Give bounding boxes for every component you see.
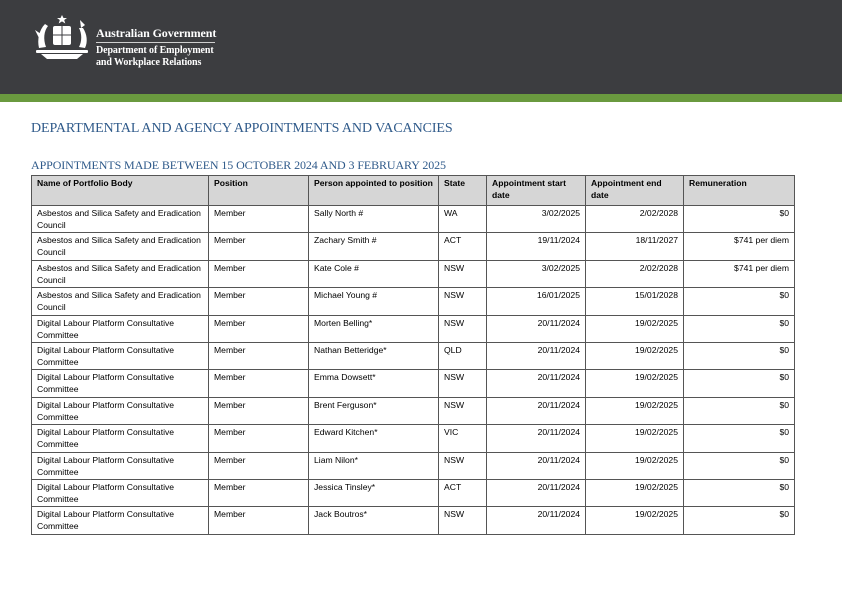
cell-position: Member bbox=[209, 397, 309, 424]
table-row bbox=[32, 288, 795, 315]
cell-end-date: 2/02/2028 bbox=[586, 206, 684, 233]
cell-remuneration: $0 bbox=[684, 452, 795, 479]
cell-end-date: 19/02/2025 bbox=[586, 507, 684, 534]
header-divider bbox=[96, 42, 215, 43]
cell-person: Emma Dowsett* bbox=[309, 370, 439, 397]
column-header-portfolio-body: Name of Portfolio Body bbox=[32, 176, 209, 206]
cell-end-date: 19/02/2025 bbox=[586, 397, 684, 424]
cell-start-date: 20/11/2024 bbox=[487, 425, 586, 452]
cell-portfolio-body: Digital Labour Platform Consultative Committee bbox=[32, 397, 209, 424]
table-row bbox=[32, 479, 795, 506]
column-header-remuneration: Remuneration bbox=[684, 176, 795, 206]
cell-state: ACT bbox=[439, 233, 487, 260]
column-header-end-date: Appointment end date bbox=[586, 176, 684, 206]
section-title: APPOINTMENTS MADE BETWEEN 15 OCTOBER 2024 AND 3 FEBRUARY 2025 bbox=[31, 158, 446, 172]
cell-start-date: 20/11/2024 bbox=[487, 315, 586, 342]
cell-person: Nathan Betteridge* bbox=[309, 342, 439, 369]
cell-portfolio-body: Asbestos and Silica Safety and Eradication Council bbox=[32, 288, 209, 315]
cell-position: Member bbox=[209, 452, 309, 479]
cell-portfolio-body: Asbestos and Silica Safety and Eradication Council bbox=[32, 233, 209, 260]
table-row bbox=[32, 233, 795, 260]
cell-end-date: 19/02/2025 bbox=[586, 315, 684, 342]
column-header-position: Position bbox=[209, 176, 309, 206]
column-header-state: State bbox=[439, 176, 487, 206]
cell-remuneration: $741 per diem bbox=[684, 260, 795, 287]
cell-end-date: 19/02/2025 bbox=[586, 370, 684, 397]
cell-remuneration: $0 bbox=[684, 342, 795, 369]
table-header-row bbox=[32, 176, 795, 206]
cell-end-date: 19/02/2025 bbox=[586, 479, 684, 506]
cell-position: Member bbox=[209, 507, 309, 534]
cell-portfolio-body: Digital Labour Platform Consultative Committee bbox=[32, 342, 209, 369]
page-title: DEPARTMENTAL AND AGENCY APPOINTMENTS AND VACANCIES bbox=[31, 121, 453, 136]
cell-end-date: 19/02/2025 bbox=[586, 342, 684, 369]
cell-person: Edward Kitchen* bbox=[309, 425, 439, 452]
table-row bbox=[32, 507, 795, 534]
cell-remuneration: $0 bbox=[684, 315, 795, 342]
cell-position: Member bbox=[209, 425, 309, 452]
cell-portfolio-body: Digital Labour Platform Consultative Committee bbox=[32, 479, 209, 506]
cell-remuneration: $0 bbox=[684, 425, 795, 452]
cell-end-date: 15/01/2028 bbox=[586, 288, 684, 315]
cell-portfolio-body: Digital Labour Platform Consultative Committee bbox=[32, 452, 209, 479]
cell-position: Member bbox=[209, 479, 309, 506]
department-name-line-1: Department of Employment bbox=[96, 45, 214, 56]
cell-portfolio-body: Asbestos and Silica Safety and Eradication Council bbox=[32, 260, 209, 287]
table-row bbox=[32, 315, 795, 342]
cell-person: Kate Cole # bbox=[309, 260, 439, 287]
cell-portfolio-body: Digital Labour Platform Consultative Committee bbox=[32, 507, 209, 534]
table-row bbox=[32, 260, 795, 287]
cell-state: NSW bbox=[439, 397, 487, 424]
cell-remuneration: $0 bbox=[684, 507, 795, 534]
government-name: Australian Government bbox=[96, 26, 217, 40]
cell-start-date: 20/11/2024 bbox=[487, 479, 586, 506]
cell-person: Sally North # bbox=[309, 206, 439, 233]
table-row bbox=[32, 206, 795, 233]
cell-state: QLD bbox=[439, 342, 487, 369]
cell-position: Member bbox=[209, 288, 309, 315]
cell-portfolio-body: Digital Labour Platform Consultative Committee bbox=[32, 425, 209, 452]
cell-person: Morten Belling* bbox=[309, 315, 439, 342]
cell-start-date: 19/11/2024 bbox=[487, 233, 586, 260]
cell-remuneration: $0 bbox=[684, 370, 795, 397]
cell-person: Jessica Tinsley* bbox=[309, 479, 439, 506]
cell-start-date: 20/11/2024 bbox=[487, 507, 586, 534]
cell-end-date: 19/02/2025 bbox=[586, 425, 684, 452]
cell-position: Member bbox=[209, 233, 309, 260]
header-accent-bar bbox=[0, 94, 842, 102]
cell-state: VIC bbox=[439, 425, 487, 452]
cell-remuneration: $0 bbox=[684, 206, 795, 233]
cell-remuneration: $0 bbox=[684, 397, 795, 424]
table-row bbox=[32, 397, 795, 424]
coat-of-arms-icon bbox=[33, 14, 91, 60]
cell-remuneration: $0 bbox=[684, 288, 795, 315]
cell-position: Member bbox=[209, 370, 309, 397]
cell-start-date: 20/11/2024 bbox=[487, 397, 586, 424]
cell-person: Zachary Smith # bbox=[309, 233, 439, 260]
cell-state: NSW bbox=[439, 507, 487, 534]
appointments-table bbox=[31, 175, 795, 535]
cell-person: Brent Ferguson* bbox=[309, 397, 439, 424]
cell-end-date: 18/11/2027 bbox=[586, 233, 684, 260]
cell-state: NSW bbox=[439, 452, 487, 479]
cell-state: NSW bbox=[439, 370, 487, 397]
cell-start-date: 20/11/2024 bbox=[487, 370, 586, 397]
cell-start-date: 20/11/2024 bbox=[487, 452, 586, 479]
cell-remuneration: $741 per diem bbox=[684, 233, 795, 260]
table-row bbox=[32, 452, 795, 479]
cell-portfolio-body: Digital Labour Platform Consultative Committee bbox=[32, 315, 209, 342]
cell-state: NSW bbox=[439, 315, 487, 342]
cell-state: ACT bbox=[439, 479, 487, 506]
cell-end-date: 19/02/2025 bbox=[586, 452, 684, 479]
cell-position: Member bbox=[209, 315, 309, 342]
cell-position: Member bbox=[209, 206, 309, 233]
cell-position: Member bbox=[209, 260, 309, 287]
department-name-line-2: and Workplace Relations bbox=[96, 57, 202, 68]
cell-person: Michael Young # bbox=[309, 288, 439, 315]
column-header-start-date: Appointment start date bbox=[487, 176, 586, 206]
page-header bbox=[0, 0, 842, 94]
cell-state: WA bbox=[439, 206, 487, 233]
cell-state: NSW bbox=[439, 260, 487, 287]
cell-start-date: 3/02/2025 bbox=[487, 206, 586, 233]
cell-person: Jack Boutros* bbox=[309, 507, 439, 534]
table-row bbox=[32, 425, 795, 452]
column-header-person: Person appointed to position bbox=[309, 176, 439, 206]
cell-person: Liam Nilon* bbox=[309, 452, 439, 479]
cell-state: NSW bbox=[439, 288, 487, 315]
cell-start-date: 3/02/2025 bbox=[487, 260, 586, 287]
cell-end-date: 2/02/2028 bbox=[586, 260, 684, 287]
cell-portfolio-body: Digital Labour Platform Consultative Committee bbox=[32, 370, 209, 397]
cell-remuneration: $0 bbox=[684, 479, 795, 506]
cell-start-date: 16/01/2025 bbox=[487, 288, 586, 315]
cell-start-date: 20/11/2024 bbox=[487, 342, 586, 369]
cell-position: Member bbox=[209, 342, 309, 369]
cell-portfolio-body: Asbestos and Silica Safety and Eradication Council bbox=[32, 206, 209, 233]
table-row bbox=[32, 342, 795, 369]
table-row bbox=[32, 370, 795, 397]
